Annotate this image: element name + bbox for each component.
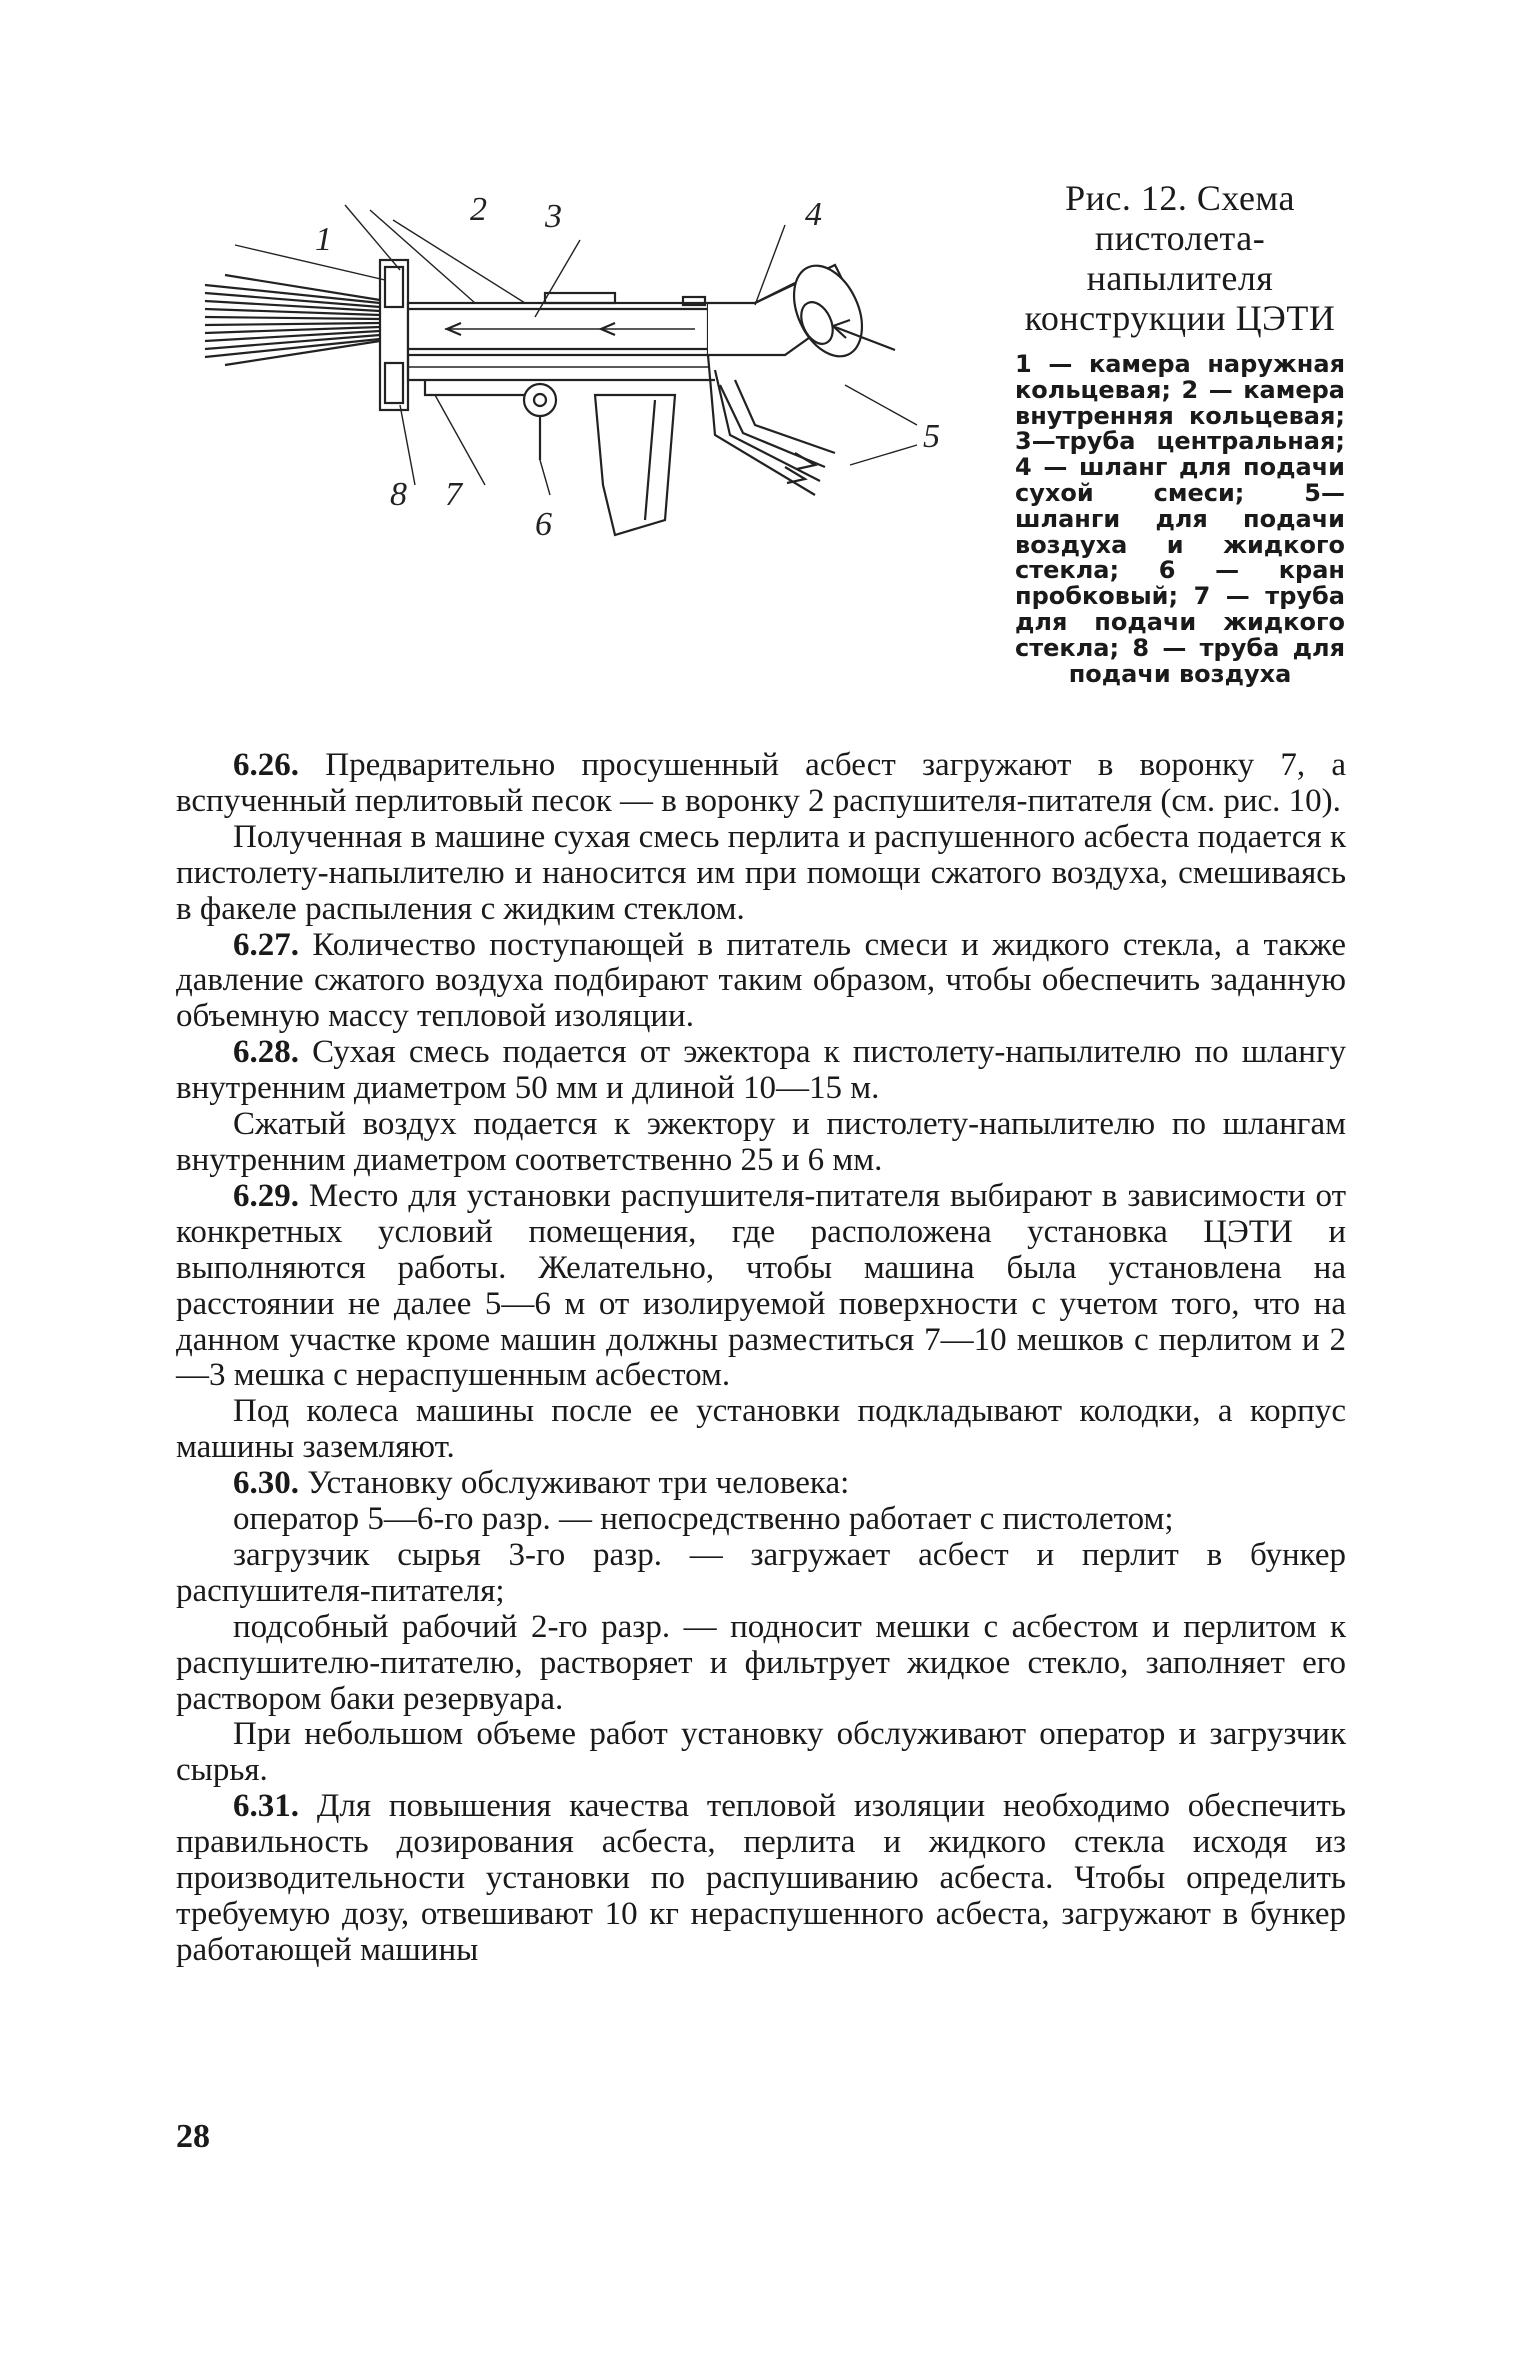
paragraph-text: Для повышения качества тепловой изоляции необходимо обеспечить правильность дозирования асбеста, перлита и жидкого стекла исходя из производительности установки по распушиванию асбеста. Чтобы определить требуемую дозу, отвешивают 10 кг нераспушенного асбеста, загружают в бункер работающей машины [176, 1788, 1346, 1968]
paragraph-number: 6.30. [233, 1465, 299, 1502]
page-number: 28 [176, 2118, 210, 2155]
paragraph [176, 1466, 1346, 1502]
paragraph-text: Предварительно просушенный асбест загружают в воронку 7, а вспученный перлитовый песок — в воронку 2 распушителя-питателя (см. рис. 10). [176, 747, 1346, 819]
paragraph-number: 6.26. [233, 747, 299, 783]
figure-label-2: 2 [470, 191, 487, 228]
figure-caption [1015, 178, 1345, 687]
paragraph-text: Установку обслуживают три человека: [299, 1465, 850, 1502]
paragraph [176, 1789, 1346, 1969]
paragraph-text: При небольшом объеме работ установку обслуживают оператор и загрузчик сырья. [176, 1716, 1346, 1789]
figure-label-7: 7 [445, 476, 462, 513]
paragraph-text: Место для установки распушителя-питателя выбирают в зависимости от конкретных условий помещения, где расположена установка ЦЭТИ и выполняются работы. Желательно, чтобы машина была установлена на расстоянии не далее 5—6 м от изолируемой поверхности с учетом того, что на данном участке кроме машин должны разместиться 7—10 мешков с перлитом и 2—3 мешка с нераспушенным асбестом. [176, 1177, 1346, 1394]
paragraph [176, 928, 1346, 1036]
paragraph [176, 1394, 1346, 1466]
paragraph-number: 6.28. [233, 1034, 299, 1071]
paragraph [176, 1717, 1346, 1789]
paragraph [176, 1107, 1346, 1179]
paragraph [176, 820, 1346, 928]
paragraph [176, 1538, 1346, 1610]
paragraph-number: 6.31. [233, 1788, 299, 1825]
paragraph-text: загрузчик сырья 3-го разр. — загружает асбест и перлит в бункер распушителя-питателя; [176, 1536, 1346, 1609]
paragraph-number: 6.27. [233, 926, 299, 963]
paragraph-text: Количество поступающей в питатель смеси и жидкого стекла, а также давление сжатого воздуха подбирают таким образом, чтобы обеспечить заданную объемную массу тепловой изоляции. [176, 926, 1346, 1035]
paragraph-text: оператор 5—6-го разр. — непосредственно работает с пистолетом; [233, 1501, 1174, 1538]
spray-gun-diagram [195, 185, 955, 565]
paragraph-text: подсобный рабочий 2-го разр. — подносит мешки с асбестом и перлитом к распушителю-питателю, растворяет и фильтрует жидкое стекло, заполняет его раствором баки резервуара. [176, 1608, 1346, 1717]
figure-label-1: 1 [315, 221, 332, 258]
figure-label-3: 3 [545, 198, 562, 235]
body-text [176, 748, 1346, 1969]
paragraph [176, 1035, 1346, 1107]
paragraph-text: Сухая смесь подается от эжектора к пистолету-напылителю по шлангу внутренним диаметром 50 мм и длиной 10—15 м. [176, 1034, 1346, 1107]
figure-label-6: 6 [535, 506, 552, 543]
paragraph-text: Полученная в машине сухая смесь перлита и распушенного асбеста подается к пистолету-напылителю и наносится им при помощи сжатого воздуха, смешиваясь в факеле распыления с жидким стеклом. [176, 818, 1346, 927]
figure-label-4: 4 [805, 196, 822, 233]
paragraph-text: Под колеса машины после ее установки подкладывают колодки, а корпус машины заземляют. [176, 1393, 1346, 1466]
paragraph [176, 1179, 1346, 1394]
paragraph-text: Сжатый воздух подается к эжектору и пистолету-напылителю по шлангам внутренним диаметром соответственно 25 и 6 мм. [176, 1106, 1346, 1178]
figure-label-8: 8 [390, 476, 407, 513]
paragraph [176, 1502, 1346, 1538]
caption-legend: 1 — камера наружная кольцевая; 2 — камера внутренняя кольцевая; 3—труба центральная; 4 — шланг для подачи сухой смеси; 5—шланги для подачи воздуха и жидкого стекла; 6 — кран пробковый; 7 — труба для подачи жидкого стекла; 8 — труба для подачи воздуха [1015, 350, 1345, 688]
paragraph-number: 6.29. [233, 1177, 299, 1214]
caption-title: Рис. 12. Схема пистолета-напылителя конструкции ЦЭТИ [1024, 178, 1336, 338]
paragraph [176, 1610, 1346, 1718]
figure-label-5: 5 [923, 418, 940, 455]
paragraph [176, 748, 1346, 820]
spray-gun-drawing [195, 185, 955, 565]
